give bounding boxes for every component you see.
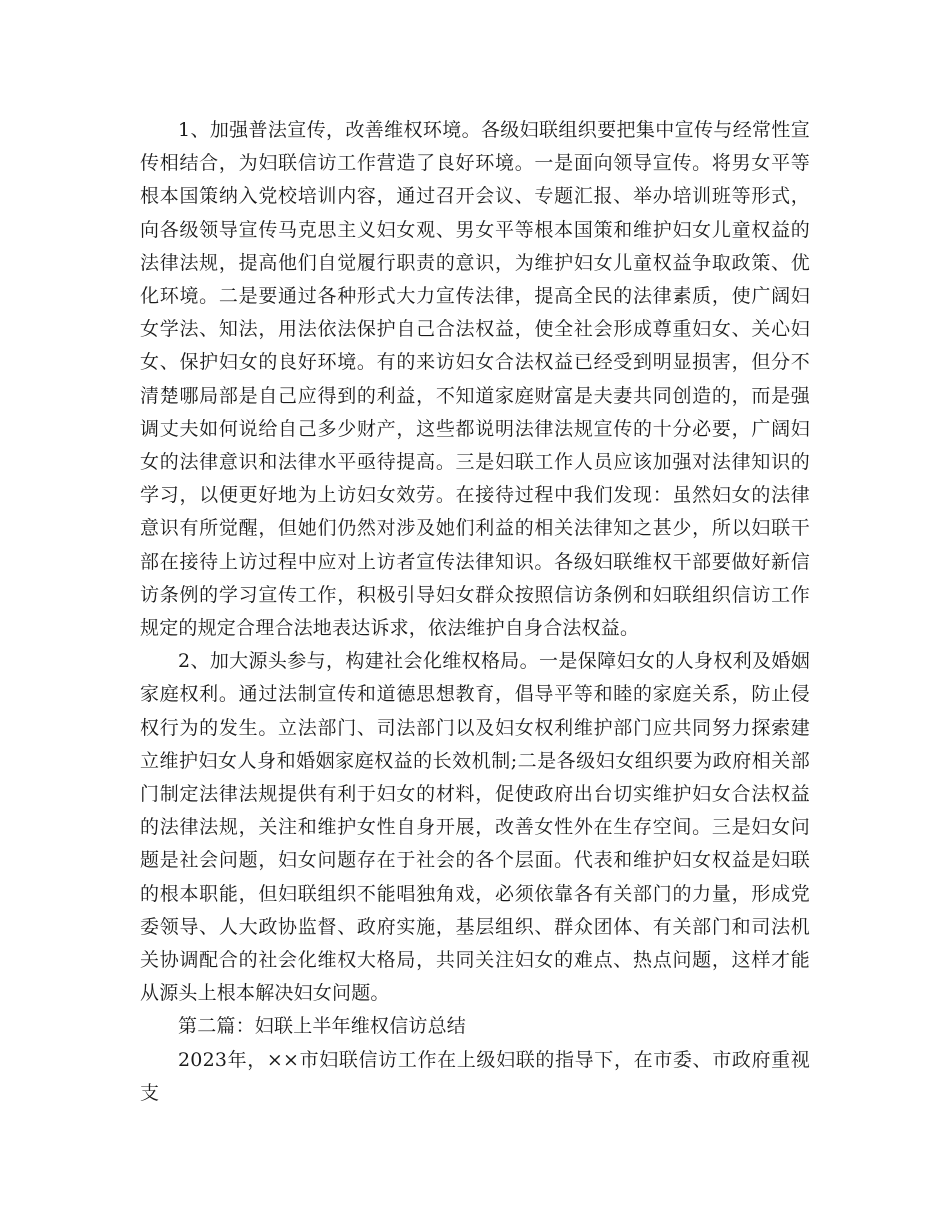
paragraph-source-participation: 2、加大源头参与，构建社会化维权格局。一是保障妇女的人身权利及婚姻家庭权利。通过法制宣传和道德思想教育，倡导平等和睦的家庭关系，防止侵权行为的发生。立法部门、司法部门以及妇女权利维护部门应共同努力探索建立维护妇女人身和婚姻家庭权益的长效机制;二是各级妇女组织要为政府相关部门制定法律法规提供有利于妇女的材料，促使政府出台切实维护妇女合法权益的法律法规，关注和维护女性自身开展，改善女性外在生存空间。三是妇女问题是社会问题，妇女问题存在于社会的各个层面。代表和维护妇女权益是妇联的根本职能，但妇联组织不能唱独角戏，必须依靠各有关部门的力量，形成党委领导、人大政协监督、政府实施，基层组织、群众团体、有关部门和司法机关协调配合的社会化维权大格局，共同关注妇女的难点、热点问题，这样才能从源头上根本解决妇女问题。	[140, 650, 810, 1005]
section-heading: 第二篇：妇联上半年维权信访总结	[178, 1015, 467, 1038]
document-body	[140, 114, 810, 1110]
paragraph-intro-2023: 2023年，××市妇联信访工作在上级妇联的指导下，在市委、市政府重视支	[140, 1048, 810, 1104]
paragraph-publicity: 1、加强普法宣传，改善维权环境。各级妇联组织要把集中宣传与经常性宣传相结合，为妇联信访工作营造了良好环境。一是面向领导宣传。将男女平等根本国策纳入党校培训内容，通过召开会议、专题汇报、举办培训班等形式，向各级领导宣传马克思主义妇女观、男女平等根本国策和维护妇女儿童权益的法律法规，提高他们自觉履行职责的意识，为维护妇女儿童权益争取政策、优化环境。二是要通过各种形式大力宣传法律，提高全民的法律素质，使广阔妇女学法、知法，用法依法保护自己合法权益，使全社会形成尊重妇女、关心妇女、保护妇女的良好环境。有的来访妇女合法权益已经受到明显损害，但分不清楚哪局部是自己应得到的利益，不知道家庭财富是夫妻共同创造的，而是强调丈夫如何说给自己多少财产，这些都说明法律法规宣传的十分必要，广阔妇女的法律意识和法律水平亟待提高。三是妇联工作人员应该加强对法律知识的学习，以便更好地为上访妇女效劳。在接待过程中我们发现：虽然妇女的法律意识有所觉醒，但她们仍然对涉及她们利益的相关法律知之甚少，所以妇联干部在接待上访过程中应对上访者宣传法律知识。各级妇联维权干部要做好新信访条例的学习宣传工作，积极引导妇女群众按照信访条例和妇联组织信访工作规定的规定合理合法地表达诉求，依法维护自身合法权益。	[140, 119, 810, 640]
